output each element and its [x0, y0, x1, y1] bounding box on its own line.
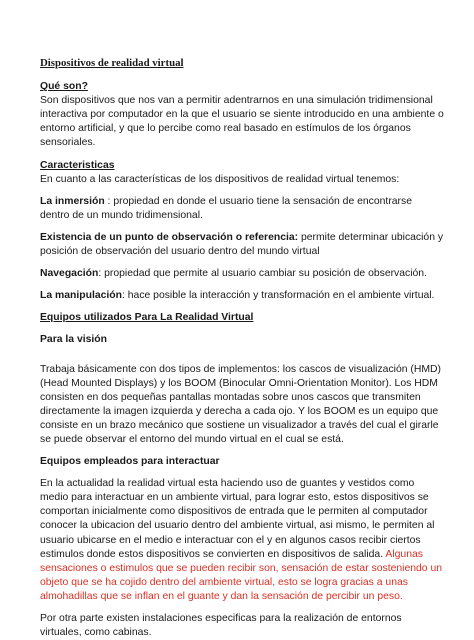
final-text: Por otra parte existen instalaciones especificas para la realización de entornos virtuales, como cabinas.: [40, 613, 402, 639]
caracteristica-punto-observacion: [40, 231, 444, 259]
que-son-heading: Qué son?: [40, 81, 88, 93]
caracteristica-text: : propiedad que permite al usuario cambiar su posición de observación.: [98, 268, 427, 280]
interactuar-text: En la actualidad la realidad virtual esta haciendo uso de guantes y vestidos como medio para interactuar en un ambiente virtual, para lograr esto, estos dispositivos se comportan inicialmente como dispositivos de entrada que le permiten al computador conocer la ubicacion del usuario dentro del ambiente virtual, asi mismo, le permiten al usuario ubicarse en el medio e interactuar con el y en algunos casos recibir ciertos estimulos donde estos dispositivos se convierten en dispositivos de salida.: [40, 478, 435, 560]
vision-heading: Para la visión: [40, 334, 107, 346]
caracteristica-term: Navegación: [40, 268, 99, 280]
caracteristicas-heading: Caracteristicas: [40, 159, 115, 171]
document-title: Dispositivos de realidad virtual: [40, 57, 184, 69]
caracteristica-text: permite determinar ubicación y posición de observación del usuario dentro del mundo virtual: [40, 231, 444, 258]
caracteristica-term: La manipulación: [40, 290, 122, 302]
equipos-heading: Equipos utilizados Para La Realidad Virtual: [40, 312, 254, 324]
interactuar-highlight-text: Algunas sensaciones o estimulos que se pueden recibir son, sensación de estar sosteniendo un objeto que se ha cojido dentro del ambiente virtual, esto se logra gracias a unas almohadillas que se inflan en el guante y dan la sensación de percibir un peso.: [40, 548, 443, 602]
caracteristica-term: Existencia de un punto de observación o referencia:: [40, 231, 299, 243]
interactuar-paragraph: [40, 477, 444, 604]
que-son-text: Son dispositivos que nos van a permitir adentrarnos en una simulación tridimensional interactiva por computador en la que el usuario se siente introducido en una ambiente o entorno artificial, y que lo percibe como real basado en estímulos de los órganos sensoriales.: [40, 95, 444, 149]
caracteristica-manipulacion: [40, 289, 444, 303]
caracteristica-navegacion: [40, 267, 444, 281]
caracteristica-term: La inmersión: [40, 195, 105, 207]
caracteristica-text: : propiedad en donde el usuario tiene la sensación de encontrarse dentro de un mundo tridimensional.: [40, 195, 412, 221]
interactuar-heading: Equipos empleados para interactuar: [40, 456, 220, 468]
caracteristica-text: : hace posible la interacción y transformación en el ambiente virtual.: [121, 290, 435, 302]
vision-text: Trabaja básicamente con dos tipos de implementos: los cascos de visualización (HMD) (Head Mounted Displays) y los BOOM (Binocular Omni-Orientation Monitor). Los HDM consisten en dos pequeñas pantallas montadas sobre unos cascos que transmiten directamente la imagen izquierda y derecha a cada ojo. Y los BOOM es un equipo que consiste en un brazo mecánico que sostiene un visualizador a través del cual el girarle se puede observar el entorno del mundo virtual en el cual se está.: [40, 363, 441, 445]
caracteristicas-intro: En cuanto a las características de los dispositivos de realidad virtual tenemos:: [40, 173, 400, 185]
caracteristica-inmersion: [40, 195, 444, 223]
